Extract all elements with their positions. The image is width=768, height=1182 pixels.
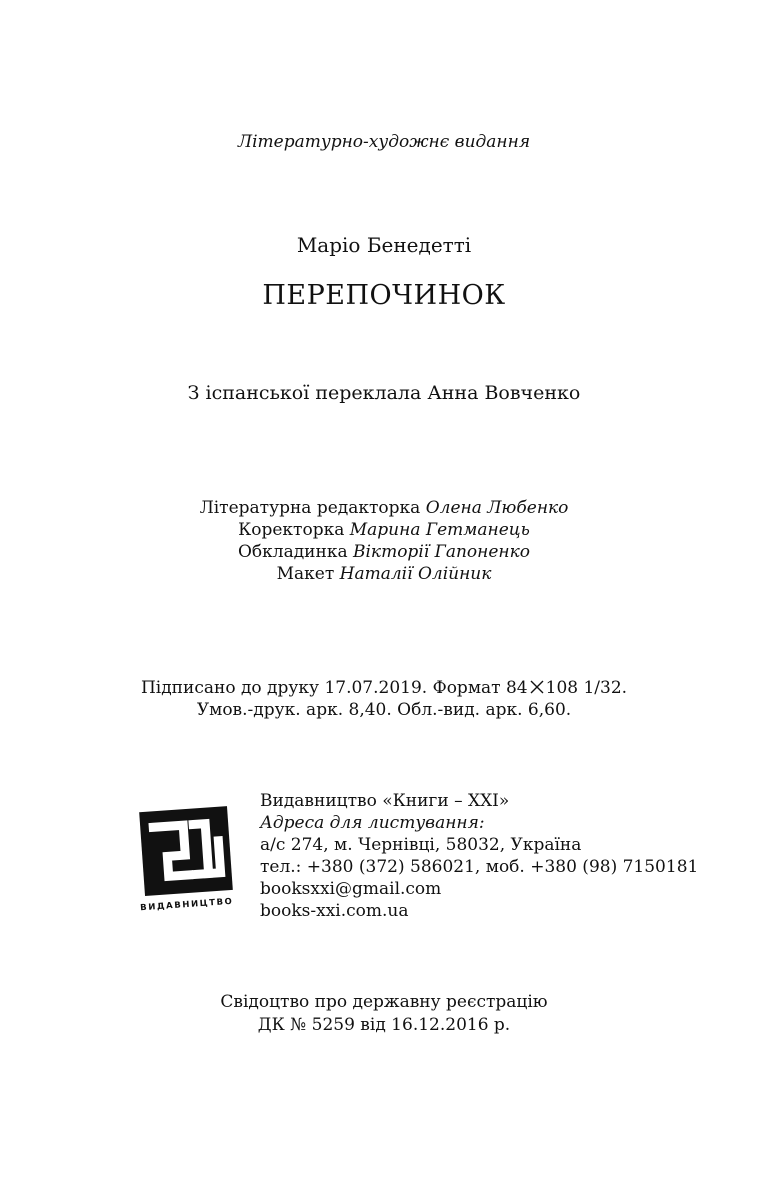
publisher-phone: тел.: +380 (372) 586021, моб. +380 (98) 7150181 bbox=[260, 857, 699, 877]
publisher-email: booksxxi@gmail.com bbox=[260, 879, 442, 899]
credits-block bbox=[0, 497, 768, 585]
address-label: Адреса для листування: bbox=[260, 813, 485, 833]
print-line-2: Умов.-друк. арк. 8,40. Обл.-вид. арк. 6,60. bbox=[196, 700, 572, 720]
credit-proofreader: Коректорка Марина Гетманець bbox=[238, 520, 530, 540]
author-name: Маріо Бенедетті bbox=[296, 233, 472, 257]
book-title: ПЕРЕПОЧИНОК bbox=[262, 280, 506, 311]
registration-line-1: Свідоцтво про державну реєстрацію bbox=[220, 992, 548, 1012]
credit-layout: Макет Наталії Олійник bbox=[276, 564, 492, 584]
registration-line-2: ДК № 5259 від 16.12.2016 р. bbox=[257, 1015, 511, 1035]
publisher-website: books-xxi.com.ua bbox=[260, 901, 409, 921]
logo-caption: ВИДАВНИЦТВО bbox=[139, 896, 234, 914]
publisher-info bbox=[260, 790, 698, 922]
translator-credit: З іспанської переклала Анна Вовченко bbox=[187, 382, 581, 404]
print-details bbox=[0, 677, 768, 721]
publisher-address: а/с 274, м. Чернівці, 58032, Україна bbox=[260, 835, 582, 855]
times-icon bbox=[529, 680, 545, 694]
genre-label: Літературно-художнє видання bbox=[237, 132, 531, 152]
print-line-1: Підписано до друку 17.07.2019. Формат 84 108 1/32. bbox=[140, 678, 628, 698]
credit-cover: Обкладинка Вікторії Гапоненко bbox=[237, 542, 531, 562]
publisher-name: Видавництво «Книги – XXI» bbox=[260, 791, 510, 811]
publisher-21-logo-icon bbox=[137, 803, 237, 915]
registration-block bbox=[0, 991, 768, 1037]
credit-editor: Літературна редакторка Олена Любенко bbox=[199, 498, 569, 518]
